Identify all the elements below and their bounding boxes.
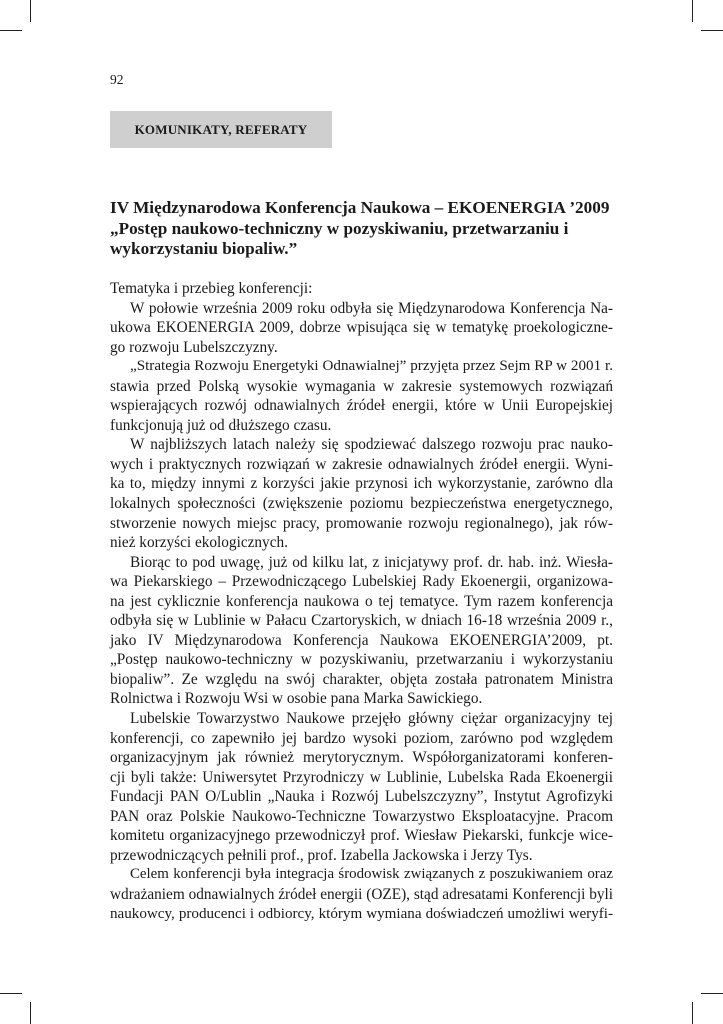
body-line: PAN oraz Polskie Naukowo-Techniczne Towarzystwo Eksploatacyjne. Pracom [110,807,613,825]
body-line: Celem konferencji była integracja środowisk związanych z poszukiwaniem oraz [130,866,613,883]
body-line: funkcjonują już od dłuższego czasu. [110,416,332,434]
article-title [110,198,616,260]
crop-mark [692,0,693,22]
body-line: konferencji, co zapewniło jej bardzo wysoki poziom, zarówno pod względem [110,729,613,747]
body-line: Biorąc to pod uwagę, już od kilku lat, z inicjatywy prof. dr. hab. inż. Wiesła- [130,553,613,571]
body-line: Tematyka i przebieg konferencji: [110,280,313,297]
crop-mark [692,1002,693,1024]
body-line: stawia przed Polską wysokie wymagania w zakresie systemowych rozwiązań [110,377,613,395]
body-line: ukowa EKOENERGIA 2009, dobrze wpisująca się w tematykę proekologiczne- [110,319,613,337]
body-line: wych i praktycznych rozwiązań w zakresie odnawialnych źródeł energii. Wyni- [110,455,613,473]
body-line: lokalnych społeczności (zwiększenie poziomu bezpieczeństwa energetycznego, [110,495,613,513]
crop-mark [30,1002,31,1024]
body-line: stworzenie nowych miejsc pracy, promowanie rozwoju regionalnego), jak rów- [110,514,613,532]
body-line: cji byli także: Uniwersytet Przyrodniczy w Lublinie, Lubelska Rada Ekoenergii [110,768,613,786]
body-line: W połowie września 2009 roku odbyła się Międzynarodowa Konferencja Na- [130,299,613,317]
title-line: IV Międzynarodowa Konferencja Naukowa – EKOENERGIA ’2009 [110,198,610,217]
section-label [110,111,332,148]
body-line: naukowcy, producenci i odbiorcy, którym wymiana doświadczeń umożliwi weryfi- [110,905,613,922]
title-line: wykorzystaniu biopaliw.” [110,239,298,258]
crop-mark [0,993,22,994]
crop-mark [30,0,31,22]
body-line: „Strategia Rozwoju Energetyki Odnawialnej” przyjęta przez Sejm RP w 2001 r. [130,358,613,375]
body-line: Lubelskie Towarzystwo Naukowe przejęło główny ciężar organizacyjny tej [130,710,613,728]
body-line: Fundacji PAN O/Lublin „Nauka i Rozwój Lubelszczyzny”, Instytut Agrofizyki [110,788,613,806]
body-line: W najbliższych latach należy się spodziewać dalszego rozwoju prac nauko- [130,436,613,454]
section-label-text: KOMUNIKATY, REFERATY [134,121,308,137]
article-body [110,279,613,924]
body-line: wspierających rozwój odnawialnych źródeł energii, które w Unii Europejskiej [110,397,613,415]
body-line: Rolnictwa i Rozwoju Wsi w osobie pana Marka Sawickiego. [110,690,483,708]
body-line: przewodniczących pełnili prof., prof. Izabella Jackowska i Jerzy Tys. [110,846,533,864]
title-line: „Postęp naukowo-techniczny w pozyskiwaniu, przetwarzaniu i [110,218,569,238]
body-line: biopaliw”. Ze względu na swój charakter, objęta została patronatem Ministra [110,670,613,688]
body-line: ka to, między innymi z korzyści jakie przynosi ich wykorzystanie, zarówno dla [110,475,613,493]
body-line: na jest cyklicznie konferencja naukowa o tej tematyce. Tym razem konferencja [110,592,613,610]
body-line: „Postęp naukowo-techniczny w pozyskiwaniu, przetwarzaniu i wykorzystaniu [110,651,613,669]
body-line: wdrażaniem odnawialnych źródeł energii (OZE), stąd adresatami Konferencji byli [110,885,614,903]
page-number: 92 [110,72,124,87]
crop-mark [0,30,22,31]
crop-mark [701,30,723,31]
body-line: komitetu organizacyjnego przewodniczył prof. Wiesław Piekarski, funkcje wice- [110,827,613,845]
crop-mark [701,993,723,994]
body-line: odbyła się w Lublinie w Pałacu Czartoryskich, w dniach 16-18 września 2009 r., [110,612,613,630]
body-line: organizacyjnym jak również merytorycznym. Współorganizatorami konferen- [110,749,613,767]
body-line: nież korzyści ekologicznych. [110,534,288,552]
body-line: jako IV Międzynarodowa Konferencja Naukowa EKOENERGIA’2009, pt. [110,631,613,649]
body-line: wa Piekarskiego – Przewodniczącego Lubelskiej Rady Ekoenergii, organizowa- [110,573,613,591]
body-line: go rozwoju Lubelszczyzny. [110,338,278,356]
